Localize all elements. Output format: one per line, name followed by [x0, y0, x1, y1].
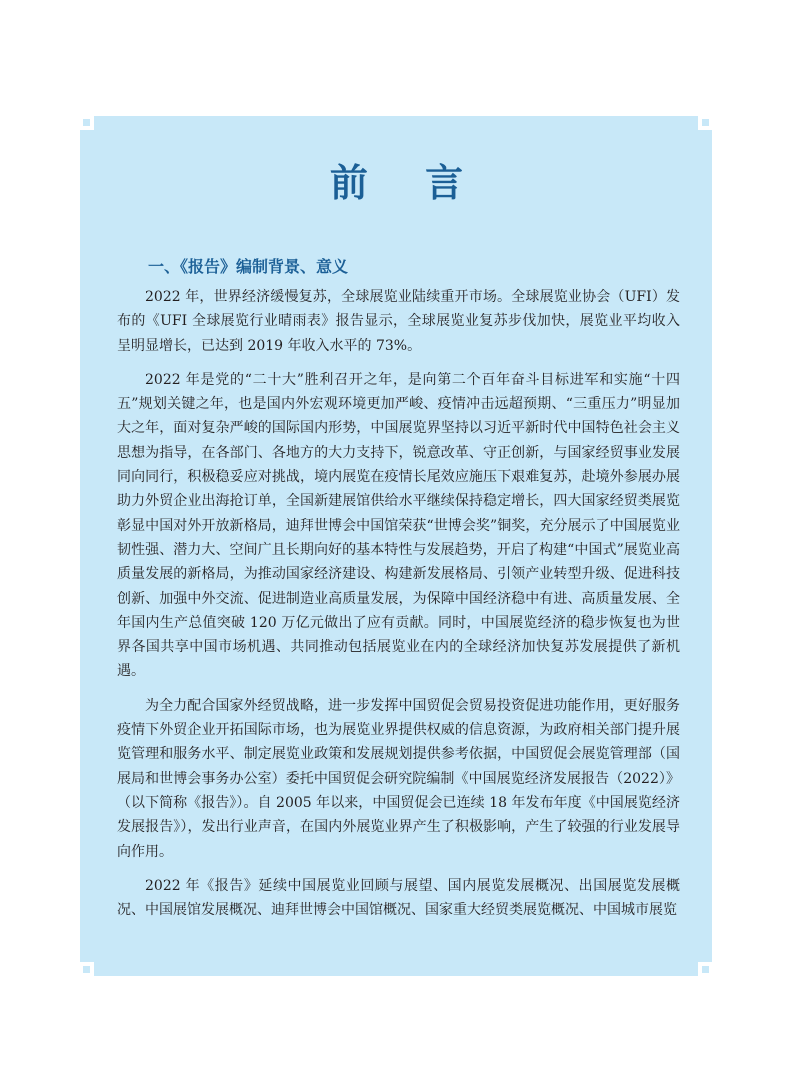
corner-dot-top-left — [83, 119, 90, 126]
body-text — [117, 285, 680, 932]
section-heading: 一、《报告》编制背景、意义 — [148, 257, 349, 276]
paragraph-2: 2022 年是党的“二十大”胜利召开之年，是向第二个百年奋斗目标进军和实施“十四五”规划关键之年，也是国内外宏观环境更加严峻、疫情冲击远超预期、“三重压力”明显加大之年，面对复杂严峻的国际国内形势，中国展览界坚持以习近平新时代中国特色社会主义思想为指导，在各部门、各地方的大力支持下，锐意改革、守正创新，与国家经贸事业发展同向同行，积极稳妥应对挑战，境内展览在疫情长尾效应施压下艰难复苏，赴境外参展办展助力外贸企业出海抢订单，全国新建展馆供给水平继续保持稳定增长，四大国家经贸类展览彰显中国对外开放新格局，迪拜世博会中国馆荣获“世博会奖”铜奖，充分展示了中国展览业韧性强、潜力大、空间广且长期向好的基本特性与发展趋势，开启了构建“中国式”展览业高质量发展的新格局，为推动国家经济建设、构建新发展格局、引领产业转型升级、促进科技创新、加强中外交流、促进制造业高质量发展，为保障中国经济稳中有进、高质量发展、全年国内生产总值突破 120 万亿元做出了应有贡献。同时，中国展览经济的稳步恢复也为世界各国共享中国市场机遇、共同推动包括展览业在内的全球经济加快复苏发展提供了新机遇。 — [117, 371, 680, 680]
corner-dot-bottom-right — [702, 966, 709, 973]
paragraph-3: 为全力配合国家外经贸战略，进一步发挥中国贸促会贸易投资促进功能作用，更好服务疫情下外贸企业开拓国际市场，也为展览业界提供权威的信息资源，为政府相关部门提升展览管理和服务水平、制定展览业政策和发展规划提供参考依据，中国贸促会展览管理部（国展局和世博会事务办公室）委托中国贸促会研究院编制《中国展览经济发展报告（2022）》（以下简称《报告》）。自 2005 年以来，中国贸促会已连续 18 年发布年度《中国展览经济发展报告》），发出行业声音，在国内外展览业界产生了积极影响，产生了较强的行业发展导向作用。 — [117, 697, 680, 860]
paragraph-4: 2022 年《报告》延续中国展览业回顾与展望、国内展览发展概况、出国展览发展概况、中国展馆发展概况、迪拜世博会中国馆概况、国家重大经贸类展览概况、中国城市展览 — [117, 877, 680, 919]
corner-dot-top-right — [702, 119, 709, 126]
page-title: 前 言 — [329, 160, 486, 205]
paragraph-1: 2022 年，世界经济缓慢复苏，全球展览业陆续重开市场。全球展览业协会（UFI）发布的《UFI 全球展览行业晴雨表》报告显示，全球展览业复苏步伐加快，展览业平均收入呈明显增长，已达到 2019 年收入水平的 73%。 — [117, 289, 680, 354]
corner-dot-bottom-left — [83, 966, 90, 973]
